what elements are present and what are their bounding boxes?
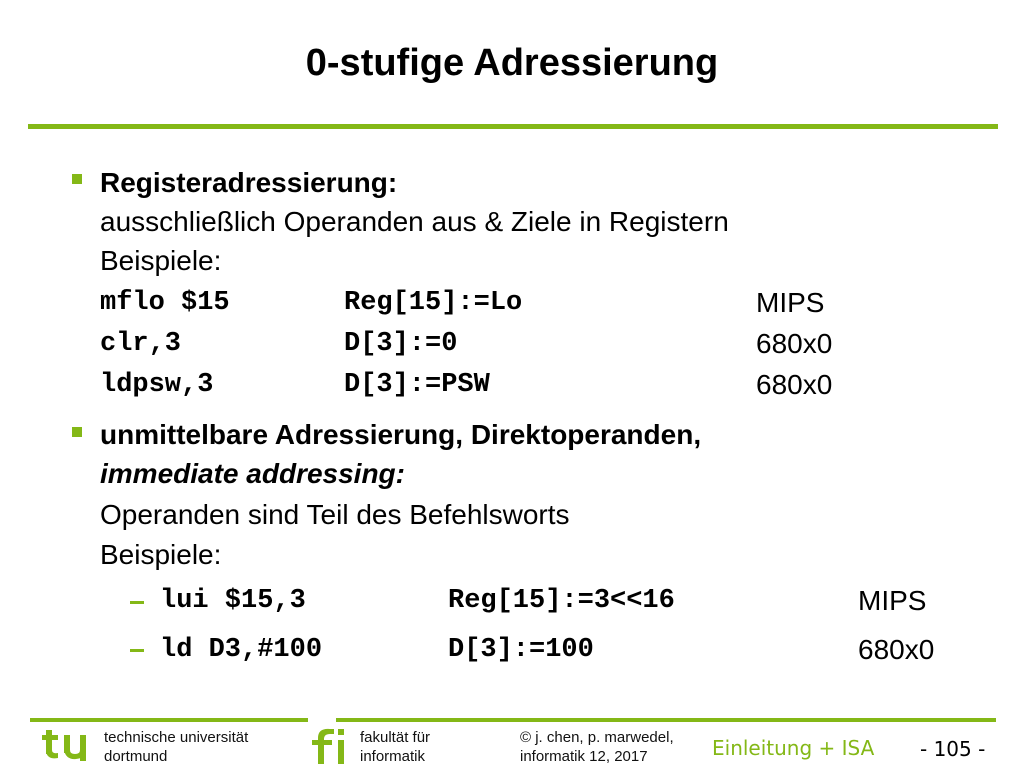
section-heading: unmittelbare Adressierung, Direktoperanden, xyxy=(100,419,702,450)
section-text: Beispiele: xyxy=(100,539,222,570)
example-effect: Reg[15]:=3<<16 xyxy=(448,586,675,616)
section-text: Beispiele: xyxy=(100,245,222,276)
section-heading-italic: immediate addressing: xyxy=(100,458,405,489)
example-arch: MIPS xyxy=(858,585,927,616)
footer-divider-right xyxy=(336,718,996,722)
section-text: Operanden sind Teil des Befehlsworts xyxy=(100,499,570,530)
page-title: 0-stufige Adressierung xyxy=(305,42,719,84)
example-instruction: clr,3 xyxy=(100,329,182,359)
footer-topic: Einleitung + ISA xyxy=(712,736,875,760)
title-divider xyxy=(28,124,998,129)
example-arch: MIPS xyxy=(756,287,825,318)
page-number: - 105 - xyxy=(920,737,986,761)
bullet-square-icon xyxy=(72,174,82,184)
example-effect: D[3]:=PSW xyxy=(344,370,490,400)
copyright-notice: © j. chen, p. marwedel, informatik 12, 2017 xyxy=(520,729,674,765)
dash-bullet-icon xyxy=(130,649,144,652)
section-text: ausschließlich Operanden aus & Ziele in Registern xyxy=(100,206,729,237)
example-effect: D[3]:=0 xyxy=(344,329,458,359)
example-arch: 680x0 xyxy=(858,634,935,665)
example-arch: 680x0 xyxy=(756,328,833,359)
example-arch: 680x0 xyxy=(756,369,833,400)
faculty-name: fakultät für informatik xyxy=(360,729,431,765)
example-effect: Reg[15]:=Lo xyxy=(344,288,523,318)
example-instruction: mflo $15 xyxy=(100,288,230,318)
example-instruction: ld D3,#100 xyxy=(160,635,323,665)
example-instruction: lui $15,3 xyxy=(160,586,306,616)
bullet-square-icon xyxy=(72,427,82,437)
footer-divider-left xyxy=(30,718,308,722)
example-instruction: ldpsw,3 xyxy=(100,370,214,400)
fi-logo-icon xyxy=(312,726,356,766)
tu-logo-icon xyxy=(42,726,94,764)
example-effect: D[3]:=100 xyxy=(448,635,594,665)
university-name: technische universität dortmund xyxy=(104,729,249,765)
section-heading: Registeradressierung: xyxy=(100,167,398,198)
dash-bullet-icon xyxy=(130,601,144,604)
